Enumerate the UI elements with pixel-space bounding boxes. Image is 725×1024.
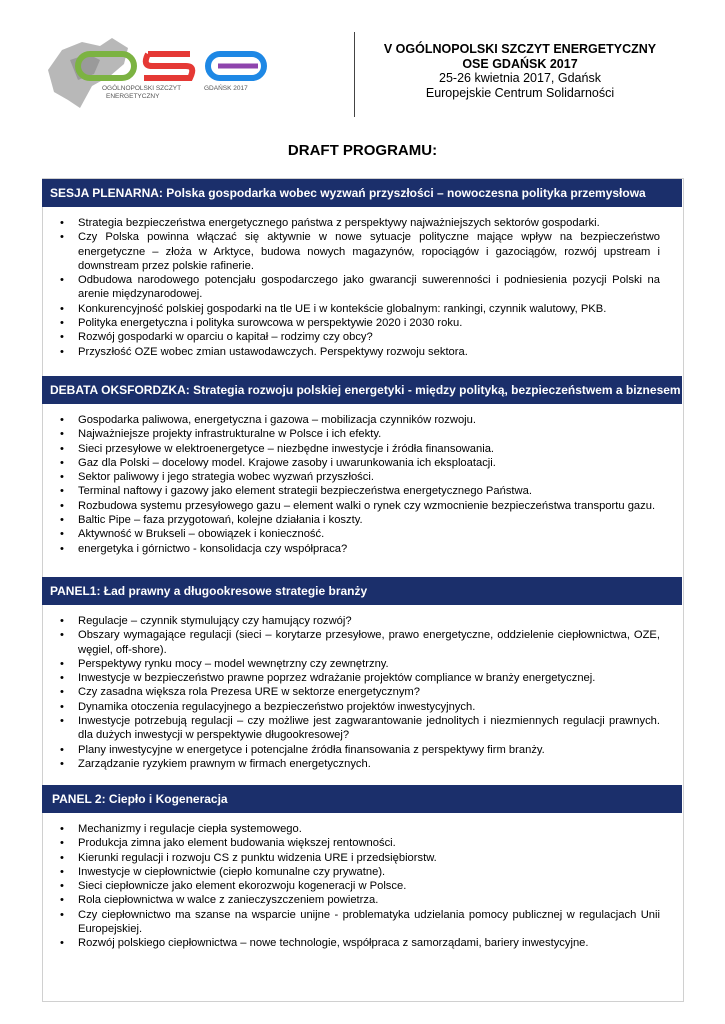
- section-oxford-debate: [42, 376, 682, 556]
- list-item: • Przyszłość OZE wobec zmian ustawodawczych. Perspektywy rozwoju sektora.: [60, 345, 468, 358]
- list-item: • Gaz dla Polski – docelowy model. Krajowe zasoby i uwarunkowania ich eksploatacji.: [60, 456, 496, 469]
- section-heading: DEBATA OKSFORDZKA: Strategia rozwoju polskiej energetyki - między polityką, bezpieczeństwem a biznesem: [42, 376, 682, 404]
- section-heading: SESJA PLENARNA: Polska gospodarka wobec wyzwań przyszłości – nowoczesna polityka przemysłowa: [42, 179, 682, 207]
- list-item: • Odbudowa narodowego potencjału gospodarczego jako gwarancji suwerenności i podniesienia pozycji Polski na arenie międzynarodowej.: [60, 274, 660, 301]
- logo-line1: OGÓLNOPOLSKI SZCZYT: [102, 85, 182, 92]
- list-item: • Inwestycje w bezpieczeństwo prawne poprzez wdrażanie projektów compliance w branży energetycznej.: [60, 672, 596, 685]
- list-item: • Rola ciepłownictwa w walce z zanieczyszczeniem powietrza.: [60, 894, 379, 907]
- page-title: DRAFT PROGRAMU:: [287, 142, 438, 159]
- list-item: • Rozwój gospodarki w oparciu o kapitał – rodzimy czy obcy?: [60, 331, 373, 344]
- list-item: • Czy ciepłownictwo ma szanse na wsparcie unijne - problematyka udzielania pomocy publicznej w regulacjach Unii Europejskiej.: [60, 908, 660, 936]
- list-item: • Kierunki regulacji i rozwoju CS z punktu widzenia URE i przedsiębiorstw.: [60, 851, 437, 864]
- header-divider: [354, 32, 355, 117]
- list-item: • energetyka i górnictwo - konsolidacja czy współpraca?: [60, 542, 348, 555]
- event-sub: OSE GDAŃSK 2017: [462, 56, 578, 71]
- list-item: • Konkurencyjność polskiej gospodarki na tle UE i w kontekście globalnym: rankingi, czynnik walutowy, PKB.: [60, 302, 607, 315]
- list-item: • Czy zasadna większa rola Prezesa URE w sektorze energetycznym?: [60, 686, 420, 699]
- list-item: • Produkcja zimna jako element budowania większej rentowności.: [60, 837, 396, 850]
- header: [0, 0, 725, 140]
- list-item: • Najważniejsze projekty infrastrukturalne w Polsce i ich efekty.: [60, 428, 382, 441]
- list-item: • Regulacje – czynnik stymulujący czy hamujący rozwój?: [60, 615, 352, 627]
- list-item: • Gospodarka paliwowa, energetyczna i gazowa – mobilizacja czynników rozwoju.: [60, 414, 476, 426]
- list-item: • Strategia bezpieczeństwa energetycznego państwa z perspektywy najważniejszych sektorów gospodarki.: [60, 217, 600, 229]
- event-date: 25-26 kwietnia 2017, Gdańsk: [439, 71, 601, 85]
- section-heading: PANEL 2: Ciepło i Kogeneracja: [42, 785, 682, 813]
- list-item: • Plany inwestycyjne w energetyce i potencjalne źródła finansowania z perspektywy firm branży.: [60, 743, 545, 756]
- list-item: • Sektor paliwowy i jego strategia wobec wyzwań przyszłości.: [60, 471, 374, 484]
- list-item: • Baltic Pipe – faza przygotowań, kolejne działania i koszty.: [60, 514, 363, 527]
- list-item: • Inwestycje w ciepłownictwie (ciepło komunalne czy prywatne).: [60, 865, 386, 878]
- list-item: • Polityka energetyczna i polityka surowcowa w perspektywie 2020 i 2030 roku.: [60, 317, 463, 330]
- list-item: • Perspektywy rynku mocy – model wewnętrzny czy zewnętrzny.: [60, 657, 389, 670]
- list-item: • Terminal naftowy i gazowy jako element strategii bezpieczeństwa energetycznego Państwa.: [60, 485, 532, 498]
- ose-logo: [40, 30, 310, 115]
- list-item: • Sieci przesyłowe w elektroenergetyce – niezbędne inwestycje i źródła finansowania.: [60, 442, 495, 455]
- list-item: • Sieci ciepłownicze jako element ekorozwoju kogeneracji w Polsce.: [60, 880, 407, 893]
- list-item: • Obszary wymagające regulacji (sieci – korytarze przesyłowe, prawo energetyczne, oddzielenie ciepłownictwa, OZE, węgiel, off-shore).: [60, 629, 660, 656]
- logo-side: GDAŃSK 2017: [204, 85, 248, 92]
- list-item: • Dynamika otoczenia regulacyjnego a bezpieczeństwo projektów inwestycyjnych.: [60, 700, 476, 713]
- event-info: [370, 42, 670, 100]
- list-item: • Rozbudowa systemu przesyłowego gazu – element walki o rynek czy wzmocnienie bezpieczeństwa transportu gazu.: [60, 499, 656, 512]
- list-item: • Czy Polska powinna włączać się aktywnie w nowe sytuacje polityczne mające wpływ na bezpieczeństwo energetyczne – złoża w Arktyce, budowa nowych magazynów, ropociągów i gazociągów, rozwój upstream i downstream przez polskie rafinerie.: [60, 231, 660, 272]
- section-panel-2: [42, 785, 682, 951]
- logo-line2: ENERGETYCZNY: [106, 93, 160, 100]
- list-item: • Mechanizmy i regulacje ciepła systemowego.: [60, 823, 302, 835]
- event-name: V OGÓLNOPOLSKI SZCZYT ENERGETYCZNY: [383, 42, 657, 56]
- list-item: • Zarządzanie ryzykiem prawnym w firmach energetycznych.: [60, 757, 371, 770]
- list-item: • Aktywność w Brukseli – obowiązek i konieczność.: [60, 528, 325, 541]
- list-item: • Rozwój polskiego ciepłownictwa – nowe technologie, współpraca z samorządami, bariery inwestycyjne.: [60, 937, 589, 950]
- section-panel-1: [42, 577, 682, 771]
- list-item: • Inwestycje potrzebują regulacji – czy możliwe jest zagwarantowanie jednolitych i niezmiennych regulacji prawnych. dla dużych inwestycji w perspektywie długookresowej?: [60, 715, 660, 742]
- section-plenary: [42, 179, 682, 359]
- event-venue: Europejskie Centrum Solidarności: [425, 85, 615, 100]
- section-heading: PANEL1: Ład prawny a długookresowe strategie branży: [42, 577, 682, 605]
